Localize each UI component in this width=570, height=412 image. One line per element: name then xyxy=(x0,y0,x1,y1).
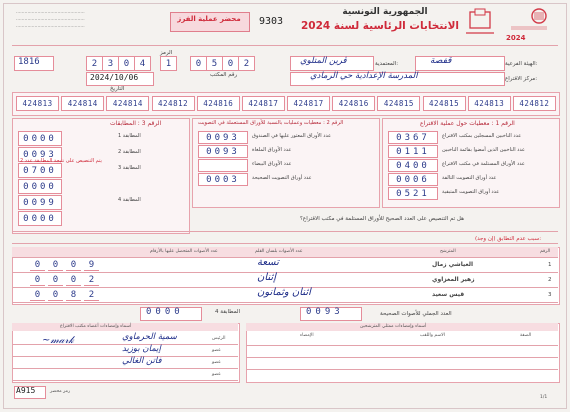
observers-header: أسماء وإمضاءات ممثلي المترشحين xyxy=(360,324,427,329)
candidate-votes-words: اثنان وثمانون xyxy=(257,287,311,298)
candidate-digit-box xyxy=(66,259,81,271)
section-2-value: 0093 xyxy=(206,146,240,157)
serial-number-box xyxy=(468,96,511,111)
section-3-value: 0099 xyxy=(23,197,57,208)
signature-scribble: ~𝓂𝒶𝓇𝓀 xyxy=(42,335,74,346)
section-2-value: 0003 xyxy=(206,174,240,185)
section-1-label: عدد الناخبين المسجلين بمكتب الاقتراع xyxy=(442,133,522,139)
section-3-label: المطابقة 3 xyxy=(118,165,141,171)
code-box-4 xyxy=(134,56,151,71)
candidate-row-divider xyxy=(12,272,558,273)
election-logo xyxy=(462,8,498,38)
total-valid-label: العدد الجملي للأصوات الصحيحة xyxy=(380,311,452,317)
candidate-digit: 0 xyxy=(34,289,41,300)
section-1-label: عدد أوراق التصويت المتبقية xyxy=(442,189,500,195)
section-1-value: 0400 xyxy=(396,160,430,171)
serial-number: 424815 xyxy=(383,99,414,108)
serial-number: 424817 xyxy=(293,99,324,108)
code-box-2 xyxy=(102,56,119,71)
footer-code-value: A915 xyxy=(16,386,36,395)
section-2-value: 0093 xyxy=(206,132,240,143)
candidate-digit: 8 xyxy=(70,289,77,300)
serial-number: 424813 xyxy=(474,99,505,108)
candidate-rows xyxy=(12,258,558,303)
code-box-9 xyxy=(238,56,255,71)
candidate-digit-box xyxy=(84,274,99,286)
code-box-1 xyxy=(86,56,103,71)
serial-number-box xyxy=(513,96,556,111)
col-role: الصفة xyxy=(520,333,532,338)
id-value: 1816 xyxy=(18,57,40,67)
section-3-value: 0000 xyxy=(23,133,57,144)
header-votes-words: عدد الأصوات بلسان القلم xyxy=(255,249,303,254)
code-digit: 0 xyxy=(227,58,234,69)
totals-left-label: المطابقة 4 xyxy=(215,309,241,315)
note-line-2 xyxy=(12,243,558,244)
candidate-digit: 0 xyxy=(34,274,41,285)
candidate-digit-box xyxy=(66,274,81,286)
section-1-label: عدد الأوراق المستلمة في مكتب الاقتراع xyxy=(442,161,525,167)
section-1-value-box xyxy=(388,159,438,172)
code-digit: 5 xyxy=(211,58,218,69)
candidate-votes-words: تسعة xyxy=(257,257,279,268)
section-2-rows xyxy=(196,131,376,205)
center-value: المدرسة الإعدادية حي الرمادي xyxy=(310,71,418,81)
not-match-note: سبب عدم التطابق (إن وجد): xyxy=(475,236,542,242)
section-1-value-box xyxy=(388,131,438,144)
section-3-note: يتم التنصيص على نتيجة المطابقة عدد 2 xyxy=(20,158,102,164)
candidate-digit: 0 xyxy=(34,259,41,270)
candidate-digit: 0 xyxy=(70,259,77,270)
section-1-label: عدد الناخبين الذين أمضوا بقائمة الناخبين xyxy=(442,147,526,153)
incidents-note: هل تم التنصيص على العدد الصحيح للأوراق المستلمة في مكتب الاقتراع؟ xyxy=(300,216,464,222)
serial-row xyxy=(14,96,556,110)
total-valid-value: 0093 xyxy=(306,307,344,317)
section-2-label: عدد الأوراق البيضاء xyxy=(252,161,292,167)
code-digit: 2 xyxy=(91,58,98,69)
section-1-value: 0111 xyxy=(396,146,430,157)
signature-role: الرئيس xyxy=(212,336,226,341)
section-1-value: 0521 xyxy=(396,188,430,199)
serial-number-box xyxy=(197,96,240,111)
section-2-value xyxy=(199,160,247,171)
section-3-value-box xyxy=(18,163,62,178)
form-code: 9303 xyxy=(259,16,284,27)
section-2-value-box xyxy=(198,145,248,158)
serial-number: 424814 xyxy=(112,99,143,108)
signature-name: فاتن الغالي xyxy=(122,356,162,366)
section-3-value: 0700 xyxy=(23,165,57,176)
section-3-title: الرقم 3 : المطابقات xyxy=(110,120,162,127)
candidate-votes-words: إثنان xyxy=(257,272,276,283)
section-3-value-box xyxy=(18,195,62,210)
section-3-value-box xyxy=(18,131,62,146)
serial-number-box xyxy=(242,96,285,111)
delegation-label: المعتمدية: xyxy=(375,61,399,67)
section-1-value-box xyxy=(388,145,438,158)
obs-line-1 xyxy=(246,345,558,346)
signature-role: عضو xyxy=(212,372,221,377)
sorting-stamp-text: محضر عملية الفرز xyxy=(177,15,241,23)
footer-code-label: رمز محضر xyxy=(50,389,71,394)
serial-number-box xyxy=(16,96,59,111)
candidate-digit: 0 xyxy=(52,274,59,285)
code-digit: 3 xyxy=(107,58,114,69)
member-rows xyxy=(12,333,238,381)
section-3-value: 0000 xyxy=(23,213,57,224)
candidate-digit: 2 xyxy=(88,289,95,300)
band-top xyxy=(12,45,558,46)
code-box-6 xyxy=(190,56,207,71)
date-label: التاريخ xyxy=(110,86,125,92)
totals-left-value: 0000 xyxy=(146,307,184,317)
observers-signatures xyxy=(246,323,560,383)
candidate-digit: 0 xyxy=(52,259,59,270)
header-num: الرقم xyxy=(540,249,551,254)
obs-line-2 xyxy=(246,357,558,358)
section-1-rows xyxy=(386,131,556,205)
section-3-label: المطابقة 1 xyxy=(118,133,141,139)
signature-row-divider xyxy=(12,380,238,381)
code-box-5 xyxy=(160,56,177,71)
candidate-num: 1 xyxy=(548,262,552,268)
candidate-digit-box xyxy=(84,259,99,271)
candidate-row-divider xyxy=(12,302,558,303)
code-digit: 1 xyxy=(165,58,172,69)
section-1-value: 0367 xyxy=(396,132,430,143)
candidate-name: قيس سعيد xyxy=(432,291,465,298)
office-code-label: رقم المكتب xyxy=(210,72,238,78)
candidate-digit-box xyxy=(30,259,45,271)
code-digit: 2 xyxy=(243,58,250,69)
signature-row-divider xyxy=(12,368,238,369)
serial-number: 424817 xyxy=(248,99,279,108)
obs-line-3 xyxy=(246,369,558,370)
serial-number-box xyxy=(106,96,149,111)
serial-number: 424812 xyxy=(158,99,189,108)
serial-number: 424815 xyxy=(429,99,460,108)
section-1-label: عدد أوراق التصويت التالفة xyxy=(442,175,497,181)
candidate-digit-box xyxy=(66,289,81,301)
code-digit: 0 xyxy=(123,58,130,69)
section-1-value-box xyxy=(388,173,438,186)
section-3-label: المطابقة 2 xyxy=(118,149,141,155)
signature-role: عضو xyxy=(212,348,221,353)
center-code-label: الرمز xyxy=(160,50,173,56)
candidate-digit-box xyxy=(48,289,63,301)
admin-line-3: ................................................ xyxy=(16,24,85,29)
code-digit: 4 xyxy=(139,58,146,69)
section-3-label: المطابقة 4 xyxy=(118,197,141,203)
admin-line-2: ................................................ xyxy=(16,17,85,22)
col-sign: الإمضاء xyxy=(300,333,314,338)
ballot-box-icon xyxy=(462,8,498,38)
candidate-num: 2 xyxy=(548,277,552,283)
serial-number-box xyxy=(61,96,104,111)
constituency-value: قفصة xyxy=(430,56,452,66)
serial-number-box xyxy=(332,96,375,111)
serial-number: 424814 xyxy=(67,99,98,108)
section-2-label: عدد أوراق التصويت الصحيحة xyxy=(252,175,312,181)
signature-role: عضو xyxy=(212,360,221,365)
candidate-name: العياشي زمال xyxy=(432,261,474,268)
candidate-digit-box xyxy=(48,259,63,271)
date-value: 2024/10/06 xyxy=(90,73,139,82)
candidate-digit: 9 xyxy=(88,259,95,270)
code-box-8 xyxy=(222,56,239,71)
candidate-digit-box xyxy=(48,274,63,286)
serial-number: 424813 xyxy=(22,99,53,108)
section-2-title: الرقم 2 : معطيات وعمليات بالنسبة للأوراق المستعملة في التصويت xyxy=(198,120,344,126)
candidate-digit: 2 xyxy=(88,274,95,285)
serial-number: 424812 xyxy=(519,99,550,108)
code-box-3 xyxy=(118,56,135,71)
section-2-label: عدد الأوراق المعثور عليها في الصندوق xyxy=(252,133,332,139)
candidate-digit-box xyxy=(84,289,99,301)
serial-number-box xyxy=(152,96,195,111)
candidate-num: 3 xyxy=(548,292,552,298)
section-3-value: 0093 xyxy=(23,149,57,160)
section-2-label: عدد الأوراق الملغاة xyxy=(252,147,292,153)
constituency-box xyxy=(415,56,505,71)
note-line-1 xyxy=(12,231,558,232)
republic-title: الجمهورية التونسية xyxy=(342,7,428,17)
serial-number: 424816 xyxy=(203,99,234,108)
section-1-value-box xyxy=(388,187,438,200)
candidate-digit: 0 xyxy=(70,274,77,285)
code-box-7 xyxy=(206,56,223,71)
section-2-value-box xyxy=(198,173,248,186)
admin-line-1: ................................................ xyxy=(16,10,85,15)
election-title: الانتخابات الرئاسية لسنة 2024 xyxy=(300,20,459,32)
candidate-name: زهير المغزاوي xyxy=(432,276,475,283)
section-3-value-box xyxy=(18,211,62,226)
serial-number-box xyxy=(377,96,420,111)
code-digit: 0 xyxy=(195,58,202,69)
section-1-title: الرقم 1 : معطيات حول عملية الاقتراع xyxy=(420,120,515,127)
signature-name: إيمان بوزيد xyxy=(122,344,161,354)
section-2-value-box xyxy=(198,131,248,144)
header-name: المترشح xyxy=(440,249,456,254)
section-1-value: 0006 xyxy=(396,174,430,185)
page-marker: 1/1 xyxy=(540,395,548,400)
delegation-value: ڨرين المتلوي xyxy=(300,56,347,66)
section-3-rows xyxy=(16,131,186,231)
members-header: أسماء وإمضاءات أعضاء مكتب الاقتراع xyxy=(60,324,132,329)
constituency-label: الهيئة الفرعية: xyxy=(505,61,538,67)
candidate-digit: 0 xyxy=(52,289,59,300)
col-name: الاسم واللقب xyxy=(420,333,445,338)
candidate-digit-box xyxy=(30,289,45,301)
section-3-value: 0000 xyxy=(23,181,57,192)
serial-number-box xyxy=(287,96,330,111)
section-3-value-box xyxy=(18,179,62,194)
header-votes-digits: عدد الأصوات المتحصل عليها بالأرقام xyxy=(150,249,218,254)
serial-number: 424816 xyxy=(338,99,369,108)
section-2-value-box xyxy=(198,159,248,172)
center-label: مركز الاقتراع: xyxy=(505,76,538,82)
signature-name: سمية الحرماوي xyxy=(122,332,177,342)
logo-year: 2024 xyxy=(506,34,526,42)
candidate-digit-box xyxy=(30,274,45,286)
serial-number-box xyxy=(423,96,466,111)
